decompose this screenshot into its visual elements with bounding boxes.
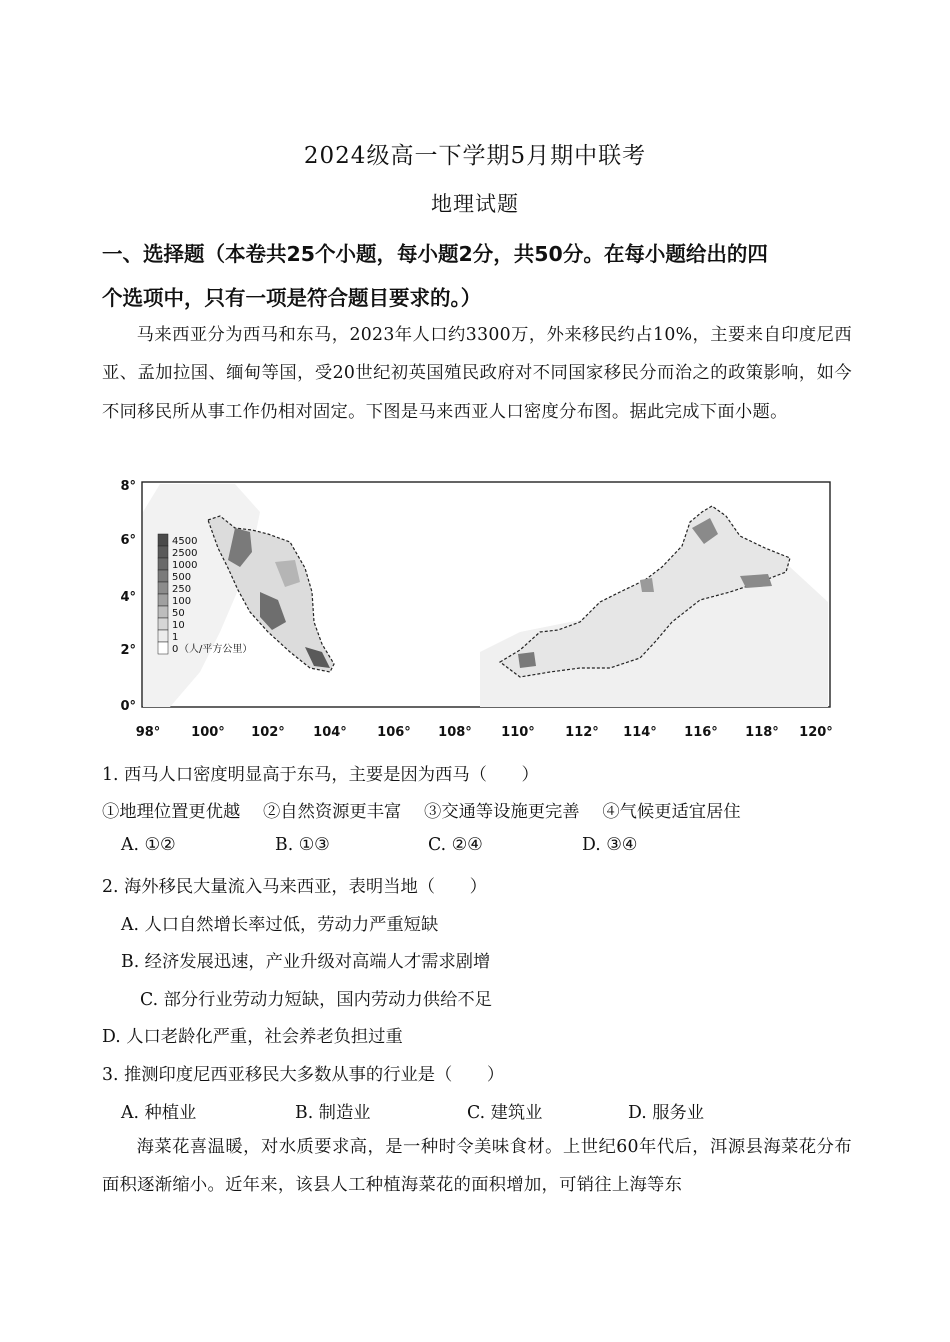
option-c[interactable]: C. ②④ bbox=[428, 835, 483, 855]
x-tick: 100° bbox=[191, 725, 225, 740]
option-b[interactable]: B. ①③ bbox=[275, 835, 330, 855]
x-tick: 112° bbox=[565, 725, 599, 740]
kuching-density bbox=[518, 652, 536, 668]
x-tick: 106° bbox=[377, 725, 411, 740]
legend-label: 4500 bbox=[172, 536, 198, 547]
option-d[interactable]: D. 服务业 bbox=[628, 1103, 705, 1123]
miri-density bbox=[640, 578, 654, 592]
option-b[interactable]: B. 制造业 bbox=[295, 1103, 371, 1123]
passage-malaysia: 马来西亚分为西马和东马，2023年人口约3300万，外来移民约占10%，主要来自印度尼西亚、孟加拉国、缅甸等国，受20世纪初英国殖民政府对不同国家移民分而治之的政策影响，如今不同移民所从事工作仍相对固定。下图是马来西亚人口密度分布图。据此完成下面小题。 bbox=[102, 325, 852, 422]
x-tick: 116° bbox=[684, 725, 718, 740]
legend-label: 1000 bbox=[172, 560, 198, 571]
y-tick: 4° bbox=[120, 590, 136, 605]
legend-label: 100 bbox=[172, 596, 192, 607]
y-tick: 6° bbox=[120, 533, 136, 548]
option-c[interactable]: C. 建筑业 bbox=[467, 1103, 543, 1123]
legend-label: 0 bbox=[172, 644, 179, 655]
legend-unit: （人/平方公里） bbox=[179, 644, 253, 655]
x-tick: 108° bbox=[438, 725, 472, 740]
question-2-stem: 2. 海外移民大量流入马来西亚，表明当地（ ） bbox=[102, 877, 487, 897]
option-a[interactable]: A. ①② bbox=[121, 835, 176, 855]
exam-title: 2024级高一下学期5月期中联考 bbox=[303, 143, 647, 169]
option-d[interactable]: D. ③④ bbox=[582, 835, 638, 855]
x-tick: 118° bbox=[745, 725, 779, 740]
option-a[interactable]: A. 人口自然增长率过低，劳动力严重短缺 bbox=[121, 915, 439, 935]
population-density-map bbox=[100, 472, 835, 742]
legend-label: 10 bbox=[172, 620, 185, 631]
x-tick: 104° bbox=[313, 725, 347, 740]
passage-seaweed-flower: 海菜花喜温暖，对水质要求高，是一种时令美味食材。上世纪60年代后，洱源县海菜花分布面积逐渐缩小。近年来，该县人工种植海菜花的面积增加，可销往上海等东 bbox=[102, 1137, 852, 1196]
legend-label: 1 bbox=[172, 632, 179, 643]
y-tick: 8° bbox=[120, 479, 136, 494]
x-tick: 102° bbox=[251, 725, 285, 740]
question-1-stem: 1. 西马人口密度明显高于东马，主要是因为西马（ ） bbox=[102, 765, 539, 785]
legend-label: 250 bbox=[172, 584, 192, 595]
x-tick: 110° bbox=[501, 725, 535, 740]
option-d[interactable]: D. 人口老龄化严重，社会养老负担过重 bbox=[102, 1027, 403, 1047]
legend-label: 2500 bbox=[172, 548, 198, 559]
x-tick: 120° bbox=[799, 725, 833, 740]
option-b[interactable]: B. 经济发展迅速，产业升级对高端人才需求剧增 bbox=[121, 952, 491, 972]
question-3-stem: 3. 推测印度尼西亚移民大多数从事的行业是（ ） bbox=[102, 1065, 505, 1085]
section-heading-line1: 一、选择题（本卷共25个小题，每小题2分，共50分。在每小题给出的四 bbox=[102, 242, 768, 266]
legend-label: 500 bbox=[172, 572, 192, 583]
subject-title: 地理试题 bbox=[431, 192, 519, 216]
x-tick: 98° bbox=[135, 725, 161, 740]
option-c[interactable]: C. 部分行业劳动力短缺，国内劳动力供给不足 bbox=[140, 990, 492, 1010]
y-tick: 0° bbox=[120, 699, 136, 714]
x-tick: 114° bbox=[623, 725, 657, 740]
question-1-statements: ①地理位置更优越 ②自然资源更丰富 ③交通等设施更完善 ④气候更适宜居住 bbox=[102, 802, 741, 822]
option-a[interactable]: A. 种植业 bbox=[121, 1103, 197, 1123]
y-tick: 2° bbox=[120, 643, 136, 658]
legend-label: 50 bbox=[172, 608, 185, 619]
section-heading-line2: 个选项中，只有一项是符合题目要求的。） bbox=[102, 286, 482, 310]
